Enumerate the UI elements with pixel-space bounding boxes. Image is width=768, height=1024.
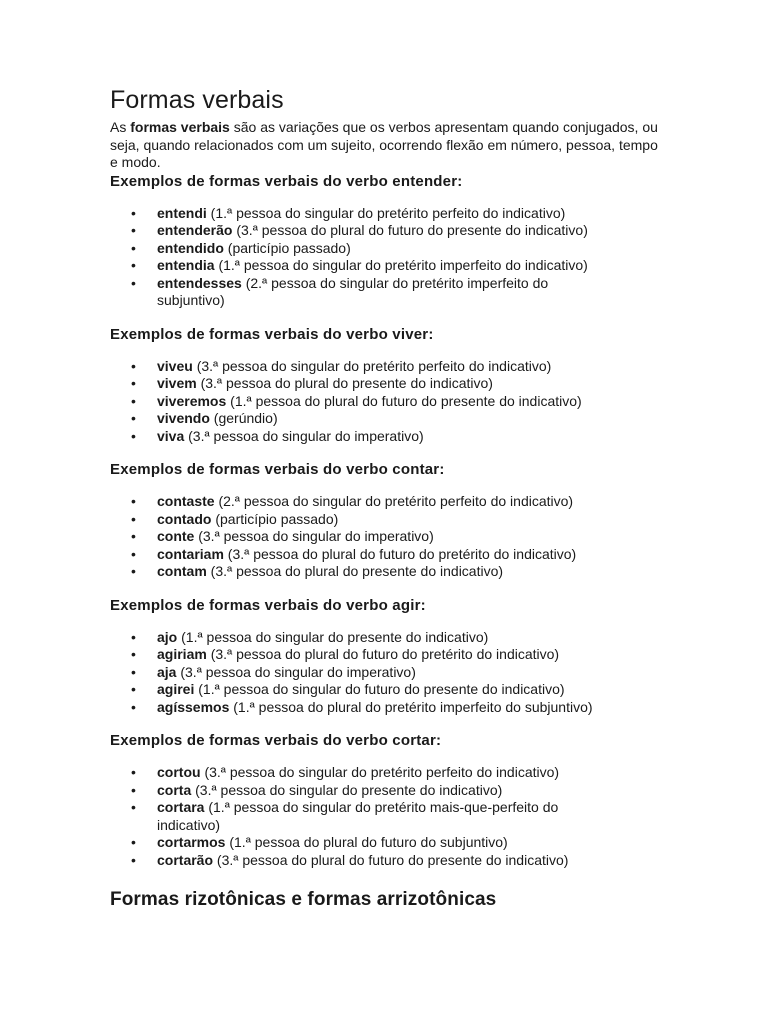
section-heading: Exemplos de formas verbais do verbo entender: — [110, 172, 463, 190]
bullet-icon: • — [131, 698, 136, 715]
section-heading: Exemplos de formas verbais do verbo cortar: — [110, 732, 442, 749]
section-heading-rizotonicas: Formas rizotônicas e formas arrizotônicas — [110, 889, 497, 910]
bullet-icon: • — [131, 851, 136, 868]
bullet-icon: • — [131, 239, 136, 256]
verb-form-description: (1.ª pessoa do singular do pretérito mais-que-perfeito do indicativo) — [157, 799, 559, 833]
bullet-icon: • — [131, 528, 136, 544]
verb-form-description: (particípio passado) — [223, 239, 351, 256]
sections — [110, 172, 670, 870]
bullet-icon: • — [131, 663, 136, 680]
bullet-icon: • — [131, 410, 136, 426]
verb-form: entendia — [157, 257, 215, 273]
verb-form-list — [110, 493, 670, 581]
verb-form-description: (3.ª pessoa do plural do futuro do pretérito do indicativo) — [206, 646, 560, 662]
bullet-icon: • — [131, 799, 136, 815]
bullet-icon: • — [131, 392, 136, 409]
bullet-icon: • — [131, 257, 136, 273]
bullet-icon: • — [131, 764, 136, 780]
verb-form-description: (3.ª pessoa do plural do futuro do presente do indicativo) — [213, 851, 569, 868]
verb-form: viveremos — [157, 392, 227, 409]
list-item — [110, 764, 617, 782]
bullet-icon: • — [131, 834, 136, 850]
verb-form: entendesses — [157, 274, 242, 291]
bullet-icon: • — [131, 493, 136, 509]
list-item — [110, 782, 617, 800]
verb-form: cortara — [157, 799, 205, 815]
intro-paragraph — [110, 119, 665, 172]
verb-form-description: (3.ª pessoa do singular do pretérito perfeito do indicativo) — [200, 764, 560, 780]
verb-form: agíssemos — [157, 698, 230, 715]
verb-section — [110, 325, 670, 446]
intro-text-before: As — [110, 119, 131, 135]
verb-form: vivem — [157, 375, 197, 391]
verb-form-description: (3.ª pessoa do plural do presente do indicativo) — [196, 375, 493, 391]
document-page — [110, 84, 670, 912]
verb-form-description: (1.ª pessoa do plural do futuro do presente do indicativo) — [226, 392, 582, 409]
verb-form-description: (particípio passado) — [211, 510, 339, 527]
list-item — [110, 257, 617, 275]
verb-form: contaste — [157, 493, 215, 509]
verb-form-description: (gerúndio) — [209, 410, 278, 426]
bullet-icon: • — [131, 646, 136, 662]
verb-section — [110, 596, 670, 717]
bullet-icon: • — [131, 427, 136, 444]
verb-form-description: (3.ª pessoa do singular do presente do indicativo) — [191, 781, 503, 798]
list-item — [110, 629, 617, 647]
verb-form: viva — [157, 427, 185, 444]
verb-form: cortarmos — [157, 834, 226, 850]
verb-section — [110, 731, 670, 869]
list-item — [110, 511, 617, 529]
list-item — [110, 528, 617, 546]
verb-form-description: (2.ª pessoa do singular do pretérito perfeito do indicativo) — [214, 493, 574, 509]
list-item — [110, 275, 617, 310]
bullet-icon: • — [131, 563, 136, 579]
verb-form-description: (3.ª pessoa do plural do futuro do pretérito do indicativo) — [223, 545, 577, 562]
section-heading: Exemplos de formas verbais do verbo contar: — [110, 461, 445, 478]
list-item — [110, 546, 617, 564]
verb-form: entendido — [157, 239, 224, 256]
verb-form: corta — [157, 781, 192, 798]
list-item — [110, 852, 617, 870]
verb-form-description: (1.ª pessoa do singular do pretérito imperfeito do indicativo) — [214, 257, 588, 273]
verb-form-list — [110, 358, 670, 446]
verb-form: aja — [157, 663, 177, 680]
bullet-icon: • — [131, 545, 136, 562]
verb-form-description: (1.ª pessoa do singular do pretérito perfeito do indicativo) — [206, 204, 566, 221]
verb-form: cortarão — [157, 851, 214, 868]
verb-form: cortou — [157, 764, 201, 780]
section-heading: Exemplos de formas verbais do verbo agir: — [110, 596, 426, 614]
verb-form: entenderão — [157, 222, 233, 238]
list-item — [110, 240, 617, 258]
verb-form: viveu — [157, 357, 193, 374]
verb-form-description: (3.ª pessoa do singular do imperativo) — [194, 528, 434, 544]
bullet-icon: • — [131, 510, 136, 527]
bullet-icon: • — [131, 222, 136, 238]
list-item — [110, 834, 617, 852]
verb-form: ajo — [157, 628, 178, 645]
page-title: Formas verbais — [110, 86, 284, 114]
verb-form-description: (1.ª pessoa do plural do futuro do subjuntivo) — [225, 834, 508, 850]
list-item — [110, 493, 617, 511]
bullet-icon: • — [131, 274, 136, 291]
list-item — [110, 664, 617, 682]
verb-form-description: (2.ª pessoa do singular do pretérito imperfeito do subjuntivo) — [157, 274, 549, 308]
verb-section — [110, 460, 670, 581]
verb-form-description: (1.ª pessoa do plural do pretérito imperfeito do subjuntivo) — [229, 698, 593, 715]
bullet-icon: • — [131, 375, 136, 391]
verb-form-description: (1.ª pessoa do singular do presente do indicativo) — [177, 628, 489, 645]
list-item — [110, 410, 617, 428]
section-heading: Exemplos de formas verbais do verbo viver: — [110, 325, 434, 343]
list-item — [110, 375, 617, 393]
bullet-icon: • — [131, 781, 136, 798]
list-item — [110, 393, 617, 411]
intro-text-after: são as variações que os verbos apresentam quando conjugados, ou seja, quando relacionados com um sujeito, ocorrendo flexão em número, pessoa, tempo e modo. — [110, 119, 658, 170]
verb-form-list — [110, 205, 670, 310]
list-item — [110, 699, 617, 717]
bullet-icon: • — [131, 681, 136, 697]
list-item — [110, 222, 617, 240]
list-item — [110, 799, 617, 834]
list-item — [110, 563, 617, 581]
verb-form: contariam — [157, 545, 224, 562]
verb-form-list — [110, 764, 670, 869]
list-item — [110, 681, 617, 699]
bullet-icon: • — [131, 357, 136, 374]
intro-term: formas verbais — [130, 119, 230, 135]
bullet-icon: • — [131, 204, 136, 221]
verb-form: contado — [157, 510, 212, 527]
verb-form-description: (3.ª pessoa do plural do presente do indicativo) — [206, 563, 504, 579]
list-item — [110, 646, 617, 664]
verb-form-description: (3.ª pessoa do plural do futuro do presente do indicativo) — [232, 222, 588, 238]
verb-form: contam — [157, 563, 207, 579]
list-item — [110, 428, 617, 446]
verb-form-description: (3.ª pessoa do singular do imperativo) — [184, 427, 424, 444]
list-item — [110, 205, 617, 223]
verb-form-list — [110, 629, 670, 717]
verb-form-description: (1.ª pessoa do singular do futuro do presente do indicativo) — [194, 681, 565, 697]
list-item — [110, 358, 617, 376]
bullet-icon: • — [131, 628, 136, 645]
verb-form: conte — [157, 528, 195, 544]
verb-form: entendi — [157, 204, 207, 221]
verb-form: vivendo — [157, 410, 210, 426]
verb-form-description: (3.ª pessoa do singular do pretérito perfeito do indicativo) — [192, 357, 552, 374]
verb-form: agirei — [157, 681, 195, 697]
verb-section — [110, 172, 670, 310]
verb-form-description: (3.ª pessoa do singular do imperativo) — [176, 663, 416, 680]
verb-form: agiriam — [157, 646, 207, 662]
